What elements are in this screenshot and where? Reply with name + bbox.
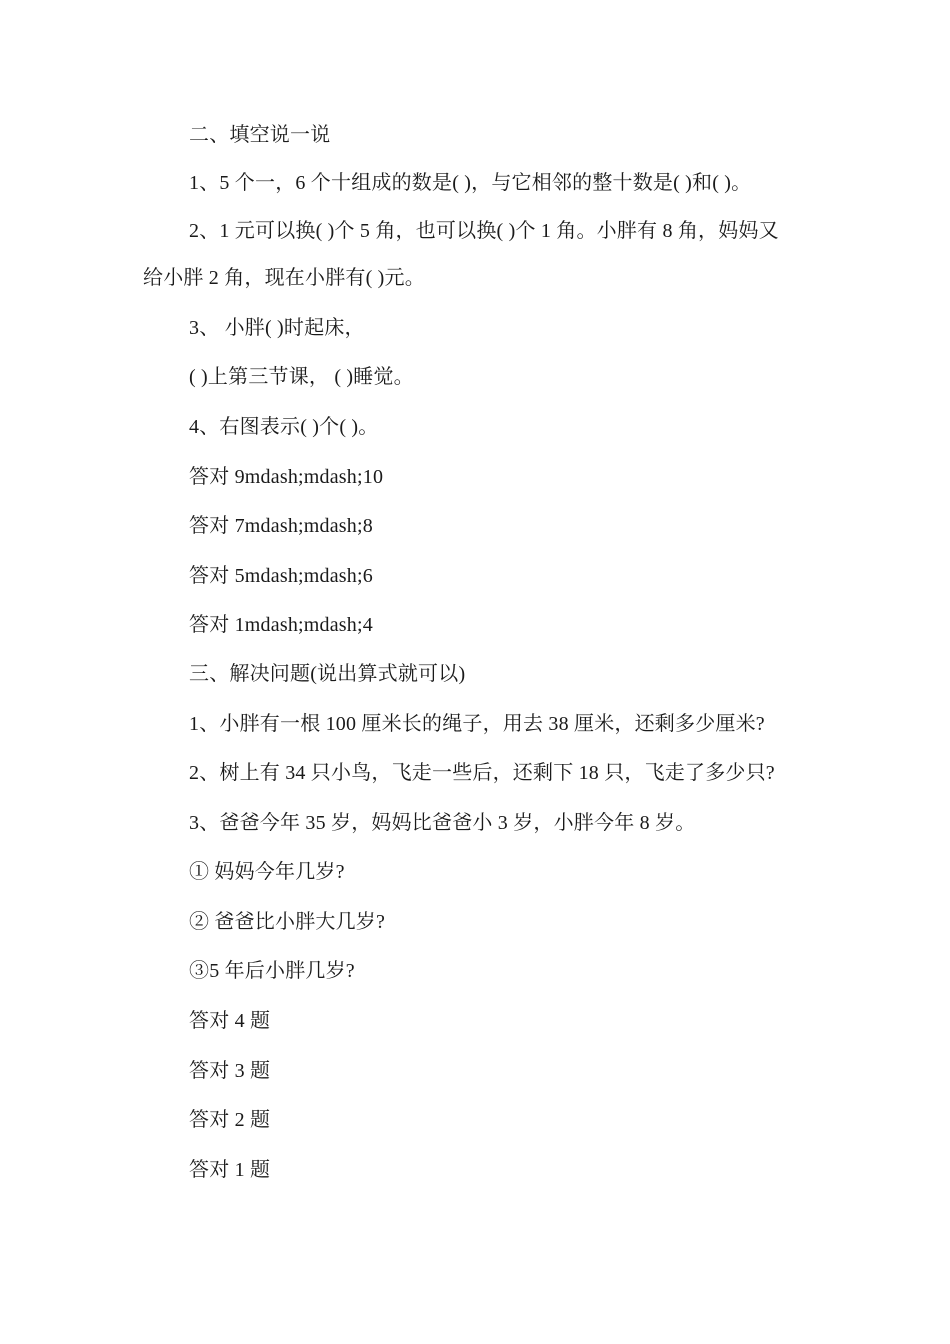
question-4: 4、右图表示( )个( )。 xyxy=(189,416,379,438)
score-line: 答对 9mdash;mdash;10 xyxy=(189,466,384,488)
score-line: 答对 2 题 xyxy=(189,1109,271,1131)
problem-3-sub-2: ② 爸爸比小胖大几岁? xyxy=(189,911,386,933)
section-heading-fill-blank: 二、填空说一说 xyxy=(189,124,331,146)
problem-1: 1、小胖有一根 100 厘米长的绳子，用去 38 厘米，还剩多少厘米? xyxy=(189,713,765,735)
question-2-line-2: 给小胖 2 角，现在小胖有( )元。 xyxy=(143,267,425,289)
question-3-line-2: ( )上第三节课， ( )睡觉。 xyxy=(189,366,414,388)
section-heading-problem-solving: 三、解决问题(说出算式就可以) xyxy=(189,663,466,685)
score-line: 答对 4 题 xyxy=(189,1010,271,1032)
question-1: 1、5 个一，6 个十组成的数是( )，与它相邻的整十数是( )和( )。 xyxy=(189,172,752,194)
problem-3-sub-3: ③5 年后小胖几岁? xyxy=(189,960,355,982)
problem-3-sub-1: ① 妈妈今年几岁? xyxy=(189,861,345,883)
score-line: 答对 7mdash;mdash;8 xyxy=(189,515,373,537)
problem-3: 3、爸爸今年 35 岁，妈妈比爸爸小 3 岁，小胖今年 8 岁。 xyxy=(189,812,696,834)
question-3-line-1: 3、 小胖( )时起床， xyxy=(189,317,365,339)
score-line: 答对 3 题 xyxy=(189,1060,271,1082)
question-2-line-1: 2、1 元可以换( )个 5 角，也可以换( )个 1 角。小胖有 8 角，妈妈又 xyxy=(189,220,779,242)
problem-2: 2、树上有 34 只小鸟，飞走一些后，还剩下 18 只，飞走了多少只? xyxy=(189,762,775,784)
score-line: 答对 5mdash;mdash;6 xyxy=(189,565,373,587)
score-line: 答对 1mdash;mdash;4 xyxy=(189,614,373,636)
score-line: 答对 1 题 xyxy=(189,1159,271,1181)
